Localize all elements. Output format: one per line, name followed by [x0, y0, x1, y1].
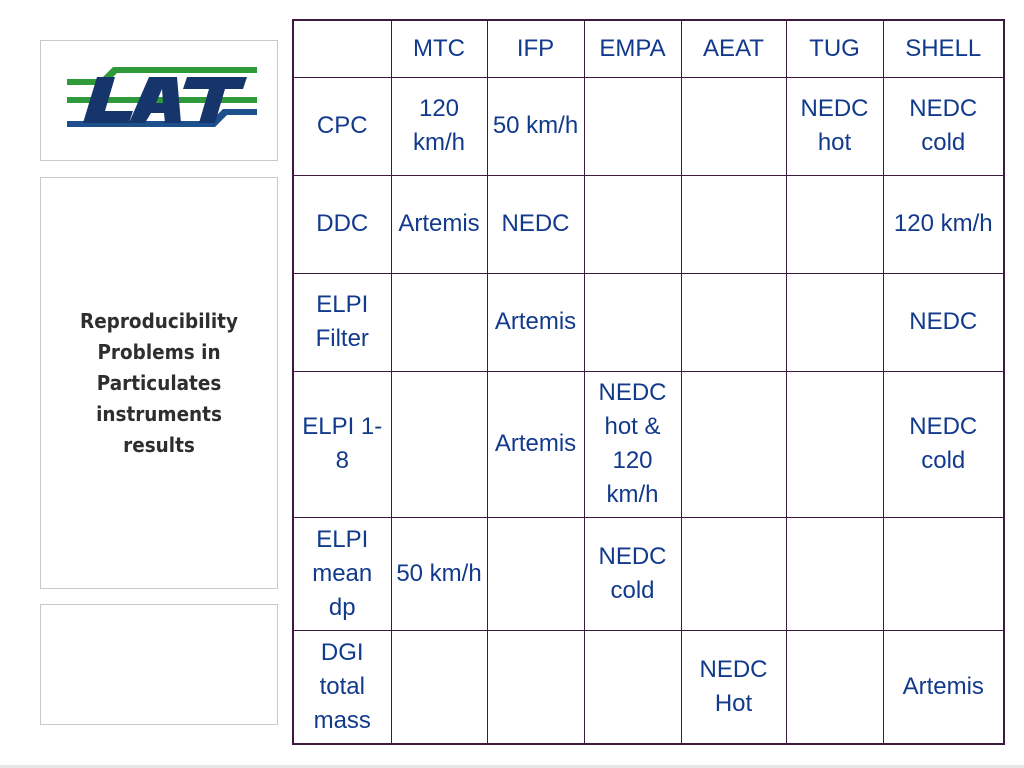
header-cell: IFP: [487, 21, 584, 77]
table-cell: [391, 371, 487, 517]
row-label: ELPI mean dp: [294, 517, 391, 630]
table-cell: [681, 371, 786, 517]
header-cell: AEAT: [681, 21, 786, 77]
table-row: [294, 517, 1003, 630]
table-cell: [487, 517, 584, 630]
lat-logo: [61, 59, 261, 143]
table-cell: [681, 175, 786, 273]
table-cell: [681, 77, 786, 175]
results-table-frame: [292, 19, 1005, 745]
row-label: DDC: [294, 175, 391, 273]
header-cell: SHELL: [883, 21, 1003, 77]
table-header-row: [294, 21, 1003, 77]
table-cell: NEDC cold: [584, 517, 681, 630]
table-cell: NEDC Hot: [681, 630, 786, 743]
table-cell: NEDC hot: [786, 77, 883, 175]
row-label: DGI total mass: [294, 630, 391, 743]
table-cell: [487, 630, 584, 743]
empty-panel: [40, 604, 278, 725]
results-table: [294, 21, 1003, 743]
table-cell: [883, 517, 1003, 630]
header-cell: [294, 21, 391, 77]
header-cell: TUG: [786, 21, 883, 77]
logo-panel: [40, 40, 278, 161]
table-cell: [786, 517, 883, 630]
table-row: [294, 77, 1003, 175]
table-cell: NEDC: [883, 273, 1003, 371]
row-label: CPC: [294, 77, 391, 175]
table-cell: [681, 517, 786, 630]
table-cell: NEDC hot & 120 km/h: [584, 371, 681, 517]
table-cell: [584, 175, 681, 273]
table-cell: [584, 77, 681, 175]
table-row: [294, 630, 1003, 743]
table-cell: 120 km/h: [883, 175, 1003, 273]
table-cell: [391, 273, 487, 371]
table-cell: [786, 630, 883, 743]
table-cell: [786, 273, 883, 371]
table-cell: 50 km/h: [487, 77, 584, 175]
table-cell: [681, 273, 786, 371]
table-cell: 50 km/h: [391, 517, 487, 630]
table-cell: Artemis: [883, 630, 1003, 743]
row-label: ELPI Filter: [294, 273, 391, 371]
table-cell: [786, 371, 883, 517]
table-cell: [584, 273, 681, 371]
table-row: [294, 371, 1003, 517]
table-row: [294, 273, 1003, 371]
row-label: ELPI 1-8: [294, 371, 391, 517]
table-cell: NEDC cold: [883, 77, 1003, 175]
table-row: [294, 175, 1003, 273]
header-cell: EMPA: [584, 21, 681, 77]
header-cell: MTC: [391, 21, 487, 77]
table-cell: 120 km/h: [391, 77, 487, 175]
table-cell: [391, 630, 487, 743]
table-cell: [786, 175, 883, 273]
title-panel: [40, 177, 278, 589]
table-cell: NEDC: [487, 175, 584, 273]
side-title: Reproducibility Problems in Particulates instruments results: [80, 308, 238, 457]
table-cell: NEDC cold: [883, 371, 1003, 517]
table-cell: Artemis: [391, 175, 487, 273]
table-cell: Artemis: [487, 371, 584, 517]
table-cell: Artemis: [487, 273, 584, 371]
table-cell: [584, 630, 681, 743]
